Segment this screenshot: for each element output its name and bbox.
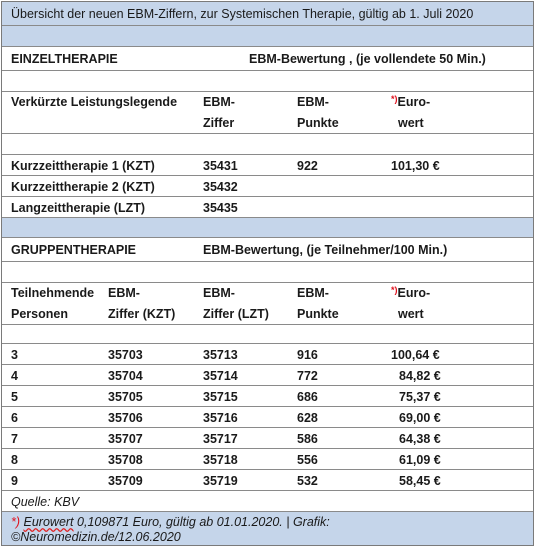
table-row — [2, 365, 533, 386]
col-lzt-line1: EBM- — [203, 286, 235, 300]
footnote-star: *) — [391, 285, 398, 295]
row-personen: 9 — [11, 474, 18, 488]
einzel-heading: EINZELTHERAPIE — [11, 52, 118, 66]
row-lzt: 35717 — [203, 432, 238, 446]
row-punkte: 916 — [297, 348, 318, 362]
einzel-bewertung: EBM-Bewertung , (je vollendete 50 Min.) — [249, 52, 486, 66]
ebm-table — [1, 1, 534, 546]
col-punkte-line1: EBM- — [297, 286, 329, 300]
row-lzt: 35715 — [203, 390, 238, 404]
empty-row — [2, 325, 533, 344]
row-personen: 7 — [11, 432, 18, 446]
row-personen: 8 — [11, 453, 18, 467]
row-punkte: 532 — [297, 474, 318, 488]
spacer-band — [2, 218, 533, 238]
row-lzt: 35713 — [203, 348, 238, 362]
row-lzt: 35716 — [203, 411, 238, 425]
table-row — [2, 428, 533, 449]
row-punkte: 586 — [297, 432, 318, 446]
col-teilnehmende-line1: Teilnehmende — [11, 286, 95, 300]
row-punkte: 922 — [297, 159, 318, 173]
table-title: Übersicht der neuen EBM-Ziffern, zur Systemischen Therapie, gültig ab 1. Juli 2020 — [11, 7, 474, 21]
row-name: Kurzzeittherapie 2 (KZT) — [11, 180, 155, 194]
table-row — [2, 176, 533, 197]
col-kzt-line1: EBM- — [108, 286, 140, 300]
col-euro-line1: *)Euro- — [391, 285, 431, 300]
footnote-rest: 0,109871 Euro, gültig ab 01.01.2020. | Grafik: — [73, 515, 330, 529]
row-personen: 3 — [11, 348, 18, 362]
row-ziffer: 35431 — [203, 159, 238, 173]
col-lzt-line2: Ziffer (LZT) — [203, 307, 269, 321]
title-row — [2, 2, 533, 26]
gruppe-bewertung: EBM-Bewertung, (je Teilnehmer/100 Min.) — [203, 243, 448, 257]
col-kzt-line2: Ziffer (KZT) — [108, 307, 176, 321]
source-row — [2, 491, 533, 512]
row-punkte: 686 — [297, 390, 318, 404]
row-euro: 64,38 € — [399, 432, 441, 446]
col-punkte-line2: Punkte — [297, 307, 339, 321]
gruppe-heading-row — [2, 238, 533, 262]
empty-row — [2, 71, 533, 92]
row-euro: 75,37 € — [399, 390, 441, 404]
row-lzt: 35714 — [203, 369, 238, 383]
footnote-credit: ©Neuromedizin.de/12.06.2020 — [11, 530, 181, 544]
row-kzt: 35704 — [108, 369, 143, 383]
col-euro-line2: wert — [398, 116, 424, 130]
eurowert-word: Eurowert — [23, 515, 74, 529]
row-name: Langzeittherapie (LZT) — [11, 201, 146, 215]
row-euro: 69,00 € — [399, 411, 441, 425]
table-row — [2, 470, 533, 491]
row-kzt: 35703 — [108, 348, 143, 362]
empty-row — [2, 262, 533, 283]
row-punkte: 556 — [297, 453, 318, 467]
row-kzt: 35706 — [108, 411, 143, 425]
row-personen: 5 — [11, 390, 18, 404]
row-personen: 6 — [11, 411, 18, 425]
row-euro: 101,30 € — [391, 159, 440, 173]
einzel-column-headers — [2, 92, 533, 134]
table-row — [2, 386, 533, 407]
table-row — [2, 407, 533, 428]
col-ziffer-line1: EBM- — [203, 95, 235, 109]
col-punkte-line2: Punkte — [297, 116, 339, 130]
gruppe-column-headers — [2, 283, 533, 325]
table-row — [2, 197, 533, 218]
row-punkte: 772 — [297, 369, 318, 383]
gruppe-heading: GRUPPENTHERAPIE — [11, 243, 137, 257]
row-ziffer: 35432 — [203, 180, 238, 194]
footnote-star: *) — [11, 515, 21, 529]
row-kzt: 35708 — [108, 453, 143, 467]
row-personen: 4 — [11, 369, 18, 383]
row-kzt: 35709 — [108, 474, 143, 488]
row-euro: 58,45 € — [399, 474, 441, 488]
col-euro-line1: *)Euro- — [391, 94, 431, 109]
row-euro: 100,64 € — [391, 348, 440, 362]
table-row — [2, 449, 533, 470]
col-teilnehmende-line2: Personen — [11, 307, 68, 321]
row-kzt: 35707 — [108, 432, 143, 446]
footnote-line1 — [11, 516, 330, 529]
row-lzt: 35719 — [203, 474, 238, 488]
table-row — [2, 344, 533, 365]
source-note: Quelle: KBV — [11, 495, 80, 509]
empty-row — [2, 134, 533, 155]
row-euro: 84,82 € — [399, 369, 441, 383]
row-ziffer: 35435 — [203, 201, 238, 215]
row-lzt: 35718 — [203, 453, 238, 467]
row-punkte: 628 — [297, 411, 318, 425]
col-punkte-line1: EBM- — [297, 95, 329, 109]
spacer-band — [2, 26, 533, 47]
row-kzt: 35705 — [108, 390, 143, 404]
col-leistungslegende: Verkürzte Leistungslegende — [11, 95, 178, 109]
footnote-star: *) — [391, 94, 398, 104]
table-row — [2, 155, 533, 176]
row-name: Kurzzeittherapie 1 (KZT) — [11, 159, 155, 173]
einzel-heading-row — [2, 47, 533, 71]
row-euro: 61,09 € — [399, 453, 441, 467]
footnote-band — [2, 512, 533, 545]
col-ziffer-line2: Ziffer — [203, 116, 235, 130]
col-euro-line2: wert — [398, 307, 424, 321]
